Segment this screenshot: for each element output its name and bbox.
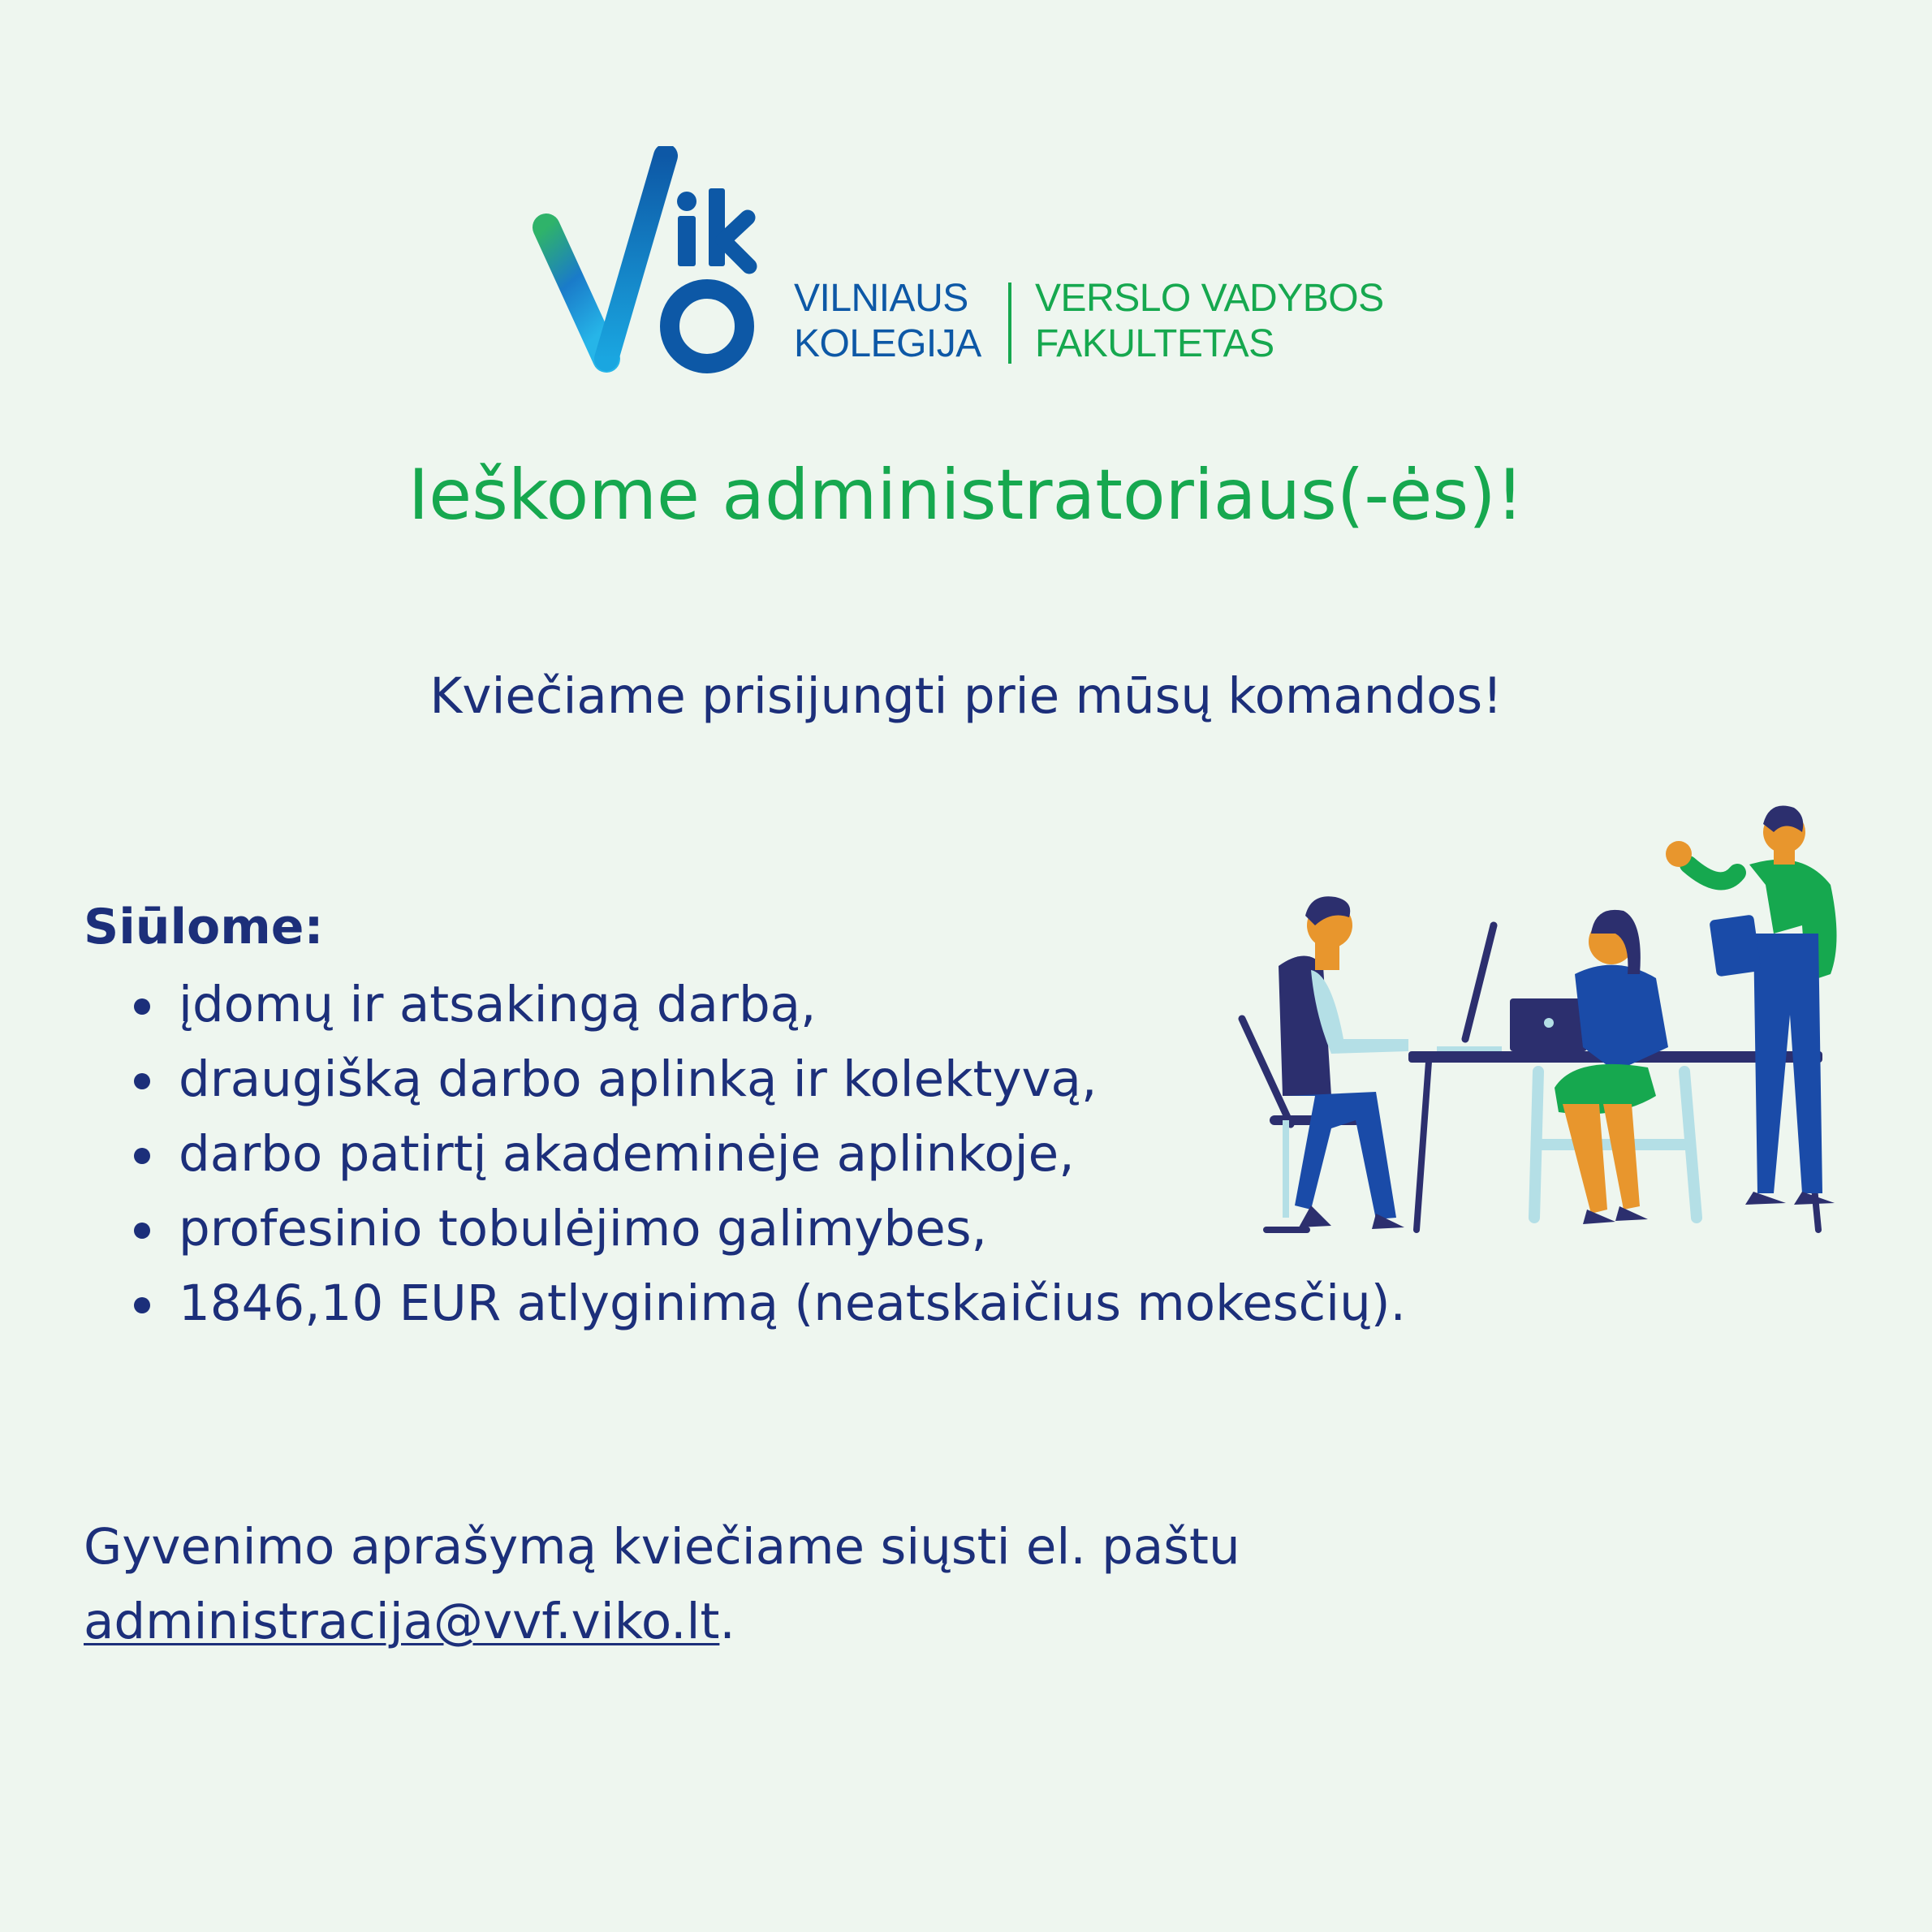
bullet-icon [134, 1223, 150, 1239]
offer-item [84, 1117, 1406, 1192]
viko-logo [532, 146, 1408, 390]
offer-item-text: įdomų ir atsakingą darbą, [179, 976, 817, 1033]
offer-item-text: 1846,10 EUR atlyginimą (neatskaičius mokesčių). [179, 1274, 1406, 1332]
contact-suffix: . [719, 1593, 735, 1650]
bullet-icon [134, 998, 150, 1015]
offer-item [84, 1042, 1406, 1117]
bullet-icon [134, 1073, 150, 1089]
contact-email-line [84, 1585, 1240, 1659]
faculty-name-line2: FAKULTETAS [1035, 322, 1274, 365]
offer-item [84, 968, 1406, 1042]
college-name-line1: VILNIAUS [794, 277, 968, 320]
offer-item [84, 1266, 1406, 1341]
bullet-icon [134, 1148, 150, 1164]
college-name [794, 276, 981, 367]
offer-title: Siūlome: [84, 899, 324, 955]
offer-item-text: draugišką darbo aplinką ir kolektyvą, [179, 1050, 1098, 1108]
bullet-icon [134, 1297, 150, 1313]
contact-text: Gyvenimo aprašymą kviečiame siųsti el. paštu [84, 1518, 1240, 1576]
subtitle: Kviečiame prisijungti prie mūsų komandos! [429, 667, 1503, 725]
offer-item-text: darbo patirtį akademinėje aplinkoje, [179, 1125, 1075, 1183]
seated-man-figure [1242, 896, 1408, 1230]
faculty-name-line1: VERSLO VADYBOS [1035, 277, 1384, 320]
faculty-name [1035, 276, 1384, 367]
seated-woman-figure [1534, 910, 1697, 1224]
contact-block [84, 1510, 1240, 1659]
offer-item-text: profesinio tobulėjimo galimybes, [179, 1200, 987, 1257]
office-team-illustration [1234, 804, 1851, 1242]
college-name-line2: KOLEGIJA [794, 322, 981, 365]
offer-list [84, 968, 1406, 1341]
headline: Ieškome administratoriaus(-ės)! [408, 455, 1524, 536]
viko-logo-mark [532, 146, 767, 382]
email-link[interactable]: administracija@vvf.viko.lt [84, 1593, 720, 1650]
logo-divider [1008, 282, 1011, 364]
offer-item [84, 1192, 1406, 1266]
